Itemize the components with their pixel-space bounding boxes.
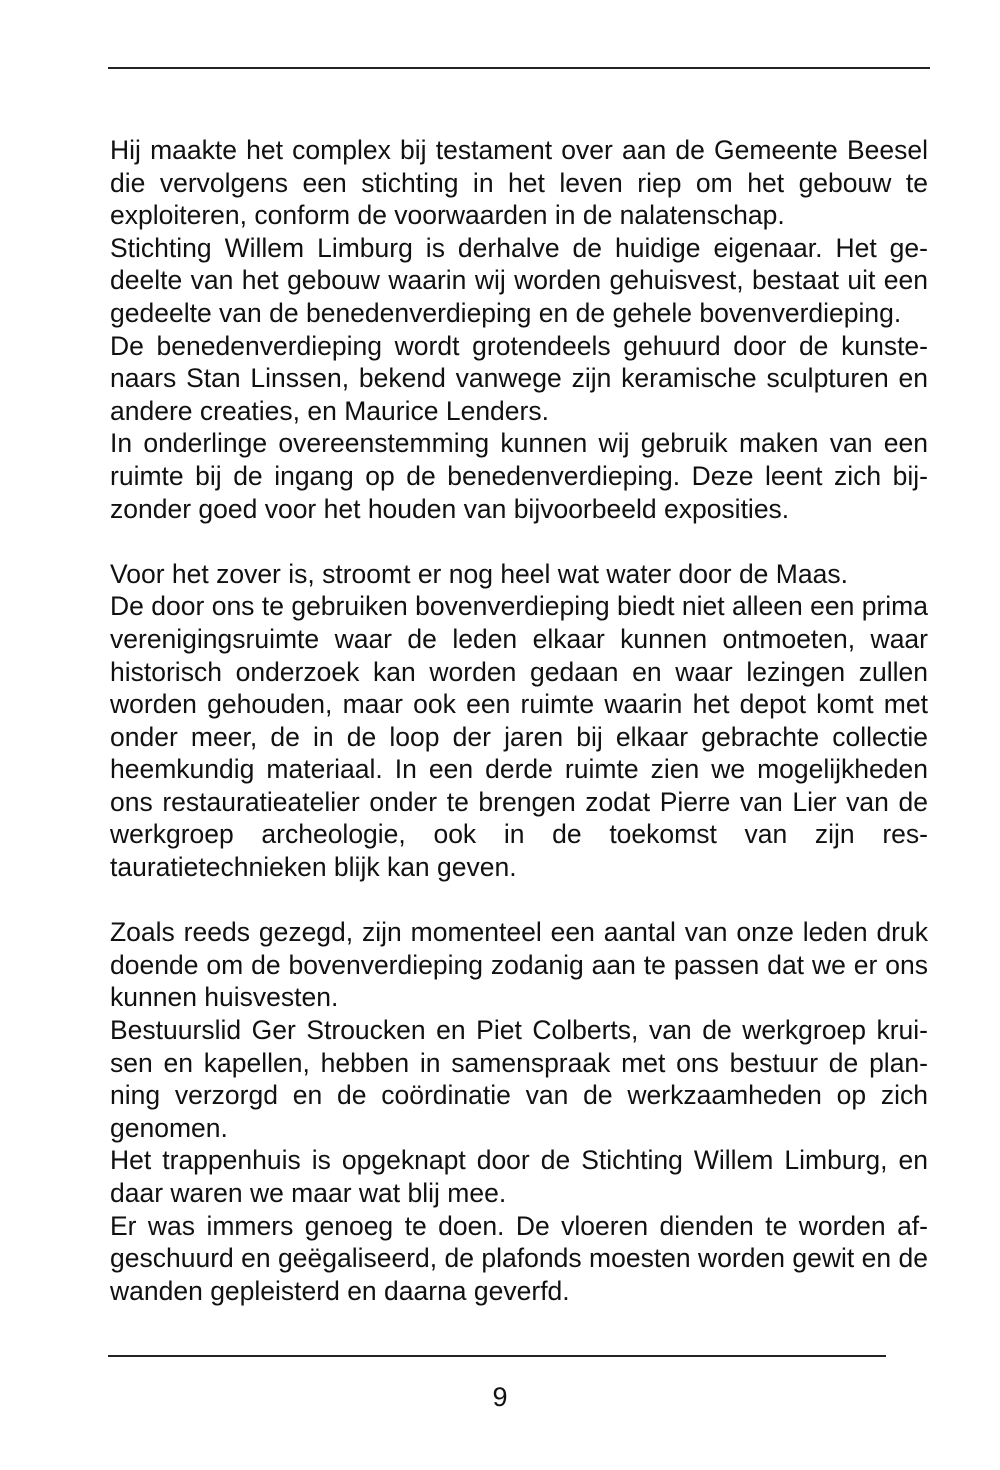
paragraph: De door ons te gebruiken bovenverdieping biedt niet alleen een prima verenigingsruimte waar de leden elkaar kunnen ontmoeten, waar historisch onderzoek kan worden gedaan en waar lezingen zullen worden gehouden, maar ook een ruimte waarin het depot komt met onder meer, de in de loop der jaren bij elkaar gebrachte collectie heemkundig materiaal. In een derde ruimte zien we mogelijkheden ons restauratieatelier onder te brengen zodat Pierre van Lier van de werkgroep archeologie, ook in de toekomst van zijn restauratietechnieken blijk kan geven. (110, 591, 928, 883)
paragraph: Stichting Willem Limburg is derhalve de huidige eigenaar. Het gedeelte van het gebouw waarin wij worden gehuisvest, bestaat uit een gedeelte van de benedenverdieping en de gehele bovenverdieping. (110, 232, 928, 328)
paragraph: De benedenverdieping wordt grotendeels gehuurd door de kunstenaars Stan Linssen, bekend vanwege zijn keramische sculpturen en andere creaties, en Maurice Lenders. (110, 330, 928, 426)
paragraph: Voor het zover is, stroomt er nog heel wat water door de Maas. (110, 558, 848, 589)
paragraph: Hij maakte het complex bij testament over aan de Gemeente Beesel die vervolgens een stichting in het leven riep om het gebouw te exploiteren, conform de voorwaarden in de nalatenschap. (110, 135, 928, 231)
paragraph-gap (110, 525, 928, 558)
paragraph-gap (110, 884, 928, 917)
top-rule (108, 67, 930, 69)
bottom-rule (108, 1355, 886, 1357)
paragraph: Er was immers genoeg te doen. De vloeren dienden te worden afgeschuurd en geëgaliseerd, de plafonds moesten worden gewit en de wanden gepleisterd en daarna geverfd. (110, 1210, 928, 1306)
page-body (110, 134, 928, 1307)
paragraph: Het trappenhuis is opgeknapt door de Stichting Willem Limburg, en daar waren we maar wat blij mee. (110, 1145, 928, 1208)
paragraph: Zoals reeds gezegd, zijn momenteel een aantal van onze leden druk doende om de bovenverdieping zodanig aan te passen dat we er ons kunnen huisvesten. (110, 917, 928, 1013)
page-number: 9 (492, 1382, 508, 1412)
paragraph: In onderlinge overeenstemming kunnen wij gebruik maken van een ruimte bij de ingang op de benedenverdieping. Deze leent zich bijzonder goed voor het houden van bijvoorbeeld exposities. (110, 428, 928, 524)
paragraph: Bestuurslid Ger Stroucken en Piet Colberts, van de werkgroep kruisen en kapellen, hebben in samenspraak met ons bestuur de planning verzorgd en de coördinatie van de werkzaamheden op zich genomen. (110, 1015, 928, 1143)
